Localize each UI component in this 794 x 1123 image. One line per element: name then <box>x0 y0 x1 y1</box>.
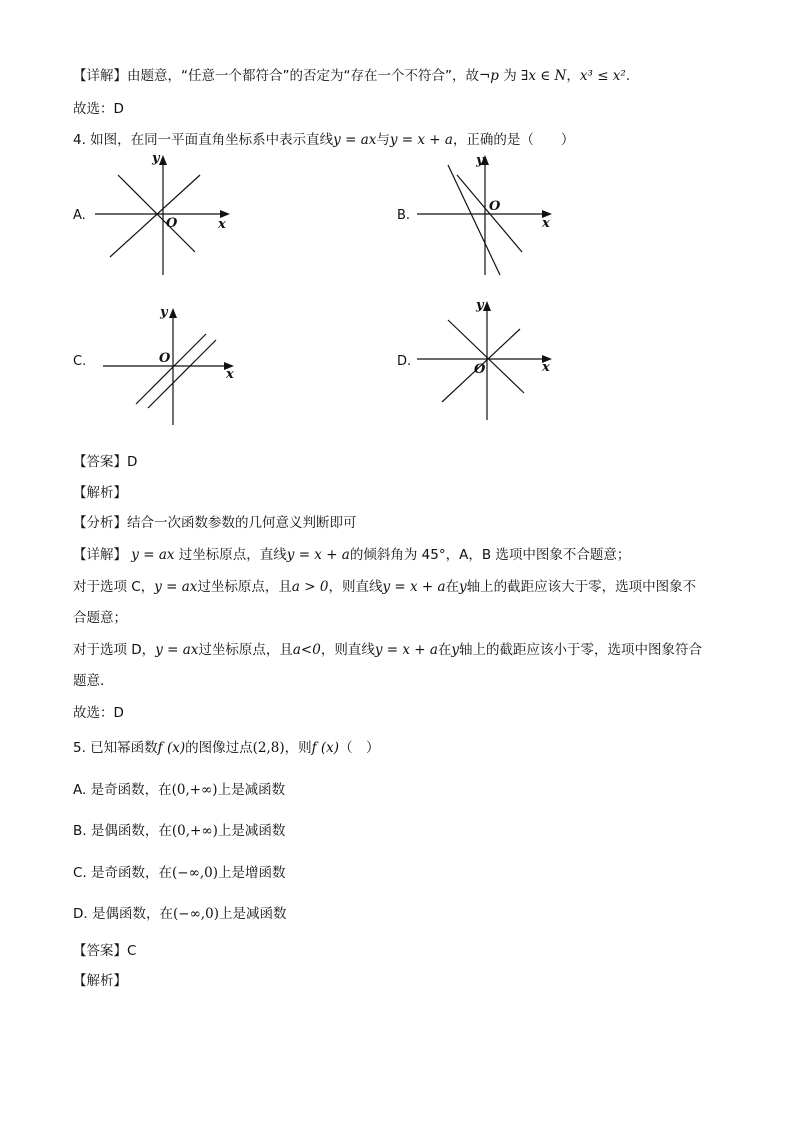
y-axis-arrow <box>159 155 167 165</box>
q4-stem <box>73 130 574 150</box>
option-text-b: 上是增函数 <box>218 865 286 881</box>
q5-analysis-tag: 【解析】 <box>73 973 127 989</box>
math-exists: ∃x ∈ N <box>521 68 567 84</box>
option-text-a: 是偶函数，在 <box>86 823 172 839</box>
q4-option-d-line-2: 题意． <box>73 673 114 689</box>
y-label: y <box>152 151 160 166</box>
option-b-graph <box>412 150 572 280</box>
q5-option-d <box>73 904 286 924</box>
c-text-a: 对于选项 C， <box>73 579 155 595</box>
math-point: (2,8) <box>252 740 285 756</box>
origin-label: O <box>489 199 501 214</box>
q5-stem-b: 的图像过点 <box>185 740 253 756</box>
answer-value: C <box>127 943 137 959</box>
option-text-b: 上是减函数 <box>217 823 286 839</box>
q4-stem-b: 与 <box>376 132 390 148</box>
option-a-label: A. <box>73 208 86 223</box>
q5-stem-a: 5. 已知幂函数 <box>73 740 158 756</box>
line-1 <box>448 320 524 393</box>
detail-text-b: 的倾斜角为 45°，A，B 选项中图象不合题意； <box>349 547 631 563</box>
option-label: A. <box>73 782 87 798</box>
math-a-lt-0: a<0 <box>292 642 321 658</box>
math-y-ax: y = ax <box>155 642 199 658</box>
q5-stem-d: （ ） <box>339 740 380 756</box>
q4-fenxi-line <box>73 513 357 533</box>
d-text-d: 在 <box>437 642 452 658</box>
comma: ， <box>566 68 580 84</box>
math-y-x-plus-a: y = x + a <box>382 579 446 595</box>
math-y: y <box>459 579 467 595</box>
q4-stem-c: ，正确的是（ ） <box>452 132 575 148</box>
line-1 <box>448 165 500 275</box>
option-label: D. <box>73 906 88 922</box>
line-1 <box>136 334 206 404</box>
answer-tag: 【答案】 <box>73 454 127 470</box>
math-interval: (0,+∞) <box>171 782 218 798</box>
q4-final: 故选：D <box>73 705 124 721</box>
math-interval: (−∞,0) <box>172 865 218 881</box>
option-text-a: 是奇函数，在 <box>86 865 173 881</box>
option-c-label: C. <box>73 354 87 369</box>
q3-detail-line <box>73 66 630 86</box>
line-2 <box>110 175 200 257</box>
x-label: x <box>542 360 550 375</box>
option-text-b: 上是减函数 <box>217 782 286 798</box>
x-label: x <box>218 217 226 232</box>
y-axis-arrow <box>169 308 177 318</box>
q5-stem <box>73 738 380 758</box>
answer-value: D <box>127 454 138 470</box>
q4-analysis-tag: 【解析】 <box>73 485 127 501</box>
math-y-ax: y = ax <box>154 579 198 595</box>
d-text-c: ，则直线 <box>320 642 375 658</box>
detail-text-a: 过坐标原点，直线 <box>178 547 287 563</box>
fenxi-tag: 【分析】 <box>73 515 127 531</box>
option-a-graph <box>90 150 250 280</box>
origin-label: O <box>474 362 486 377</box>
d-text-a: 对于选项 D， <box>73 642 156 658</box>
text-wei: 为 <box>498 68 522 84</box>
x-label: x <box>226 367 234 382</box>
math-y: y <box>451 642 460 658</box>
q4-option-d-line <box>73 640 702 660</box>
q5-option-c <box>73 863 286 883</box>
detail-tag: 【详解】 <box>73 547 127 563</box>
math-y-x-plus-a: y = x + a <box>374 642 438 658</box>
option-text-a: 是奇函数，在 <box>86 782 172 798</box>
q5-stem-c: ，则 <box>284 740 312 756</box>
math-f-x: f (x) <box>157 740 186 756</box>
math-y-x-plus-a: y = x + a <box>286 547 350 563</box>
y-label: y <box>476 298 484 313</box>
origin-label: O <box>166 216 178 231</box>
option-d-label: D. <box>397 354 412 369</box>
q4-stem-a: 4. 如图，在同一平面直角坐标系中表示直线 <box>73 132 334 148</box>
y-label: y <box>476 153 484 168</box>
x-label: x <box>542 216 550 231</box>
option-d-graph <box>412 295 572 425</box>
q4-option-c-line <box>73 577 696 597</box>
fenxi-text: 结合一次函数参数的几何意义判断即可 <box>127 515 357 531</box>
option-label: C. <box>73 865 87 881</box>
option-b-label: B. <box>397 208 411 223</box>
y-label: y <box>160 305 168 320</box>
option-text-b: 上是减函数 <box>218 906 287 922</box>
origin-label: O <box>159 351 171 366</box>
math-interval: (−∞,0) <box>172 906 219 922</box>
math-neg-p: ¬p <box>478 68 499 84</box>
d-text-e: 轴上的截距应该小于零，选项中图象符合 <box>459 642 703 658</box>
math-y-ax: y = ax <box>131 547 175 563</box>
c-text-c: ，则直线 <box>328 579 383 595</box>
q5-answer-line <box>73 941 136 961</box>
math-a-gt-0: a > 0 <box>291 579 329 595</box>
c-text-e: 轴上的截距应该大于零，选项中图象不 <box>466 579 697 595</box>
math-f-x: f (x) <box>311 740 340 756</box>
c-text-d: 在 <box>445 579 460 595</box>
option-text-a: 是偶函数，在 <box>87 906 173 922</box>
option-c-graph <box>98 300 258 430</box>
math-y-x-plus-a: y = x + a <box>389 132 453 148</box>
answer-tag: 【答案】 <box>73 943 127 959</box>
detail-text: 由题意，“任意一个都符合”的否定为“存在一个不符合”，故 <box>127 68 479 84</box>
period: . <box>625 68 631 84</box>
q5-option-b <box>73 821 285 841</box>
q5-option-a <box>73 780 285 800</box>
c-text-b: 过坐标原点，且 <box>197 579 292 595</box>
d-text-b: 过坐标原点，且 <box>198 642 293 658</box>
math-inequality: x³ ≤ x² <box>579 68 626 84</box>
q4-option-c-line-2: 合题意； <box>73 610 127 626</box>
q4-detail-line <box>73 545 630 565</box>
math-interval: (0,+∞) <box>171 823 218 839</box>
y-axis-arrow <box>483 301 491 311</box>
q3-answer: 故选：D <box>73 101 124 117</box>
detail-tag: 【详解】 <box>73 68 127 84</box>
option-label: B. <box>73 823 87 839</box>
q4-answer-line <box>73 452 137 472</box>
math-y-ax: y = ax <box>333 132 377 148</box>
